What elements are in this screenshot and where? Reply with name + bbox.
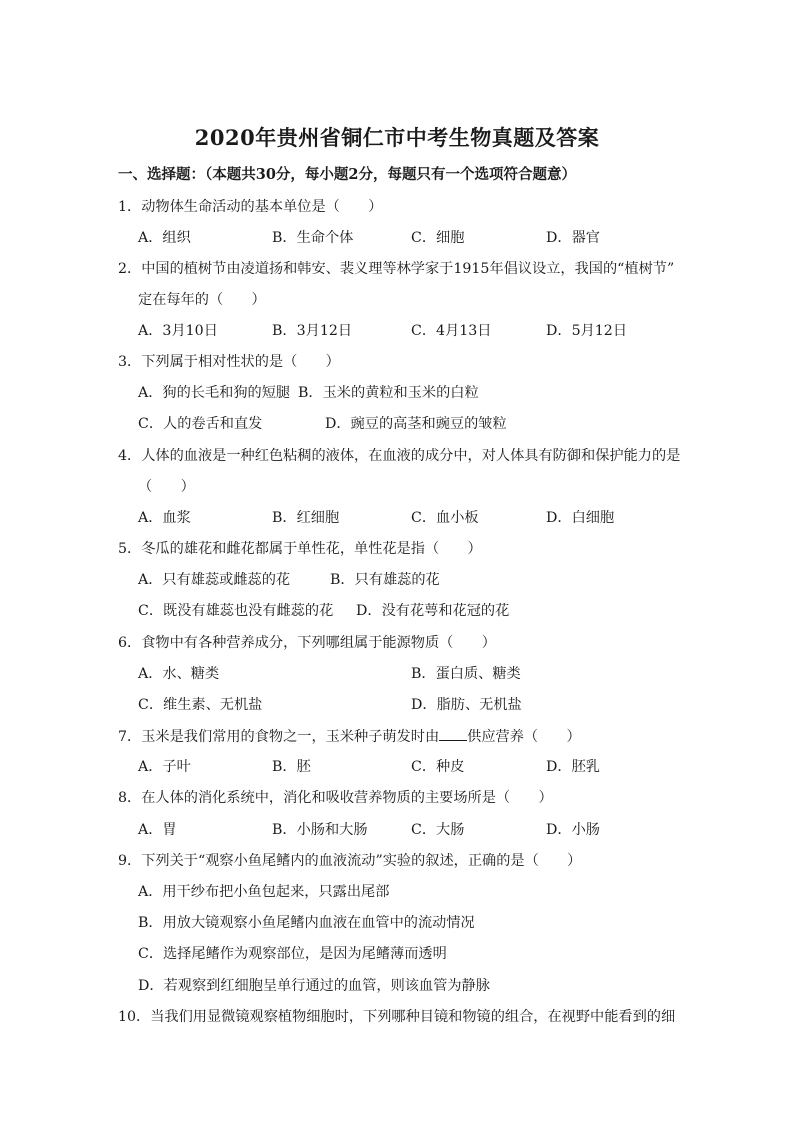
page-title: 2020年贵州省铜仁市中考生物真题及答案 xyxy=(194,125,600,150)
question-6-stem: 6．食物中有各种营养成分，下列哪组属于能源物质（ ） xyxy=(118,635,496,651)
question-7-stem-part-b: 供应营养（ ） xyxy=(467,729,581,745)
question-2-stem: 2．中国的植树节由凌道扬和韩安、裴义理等林学家于1915年倡议设立，我国的“植树节” xyxy=(118,261,675,277)
question-6-option-a: A．水、糖类 xyxy=(138,666,220,682)
question-1-stem: 1．动物体生命活动的基本单位是（ ） xyxy=(118,199,383,215)
section-heading: 一、选择题：（本题共30分，每小题2分，每题只有一个选项符合题意） xyxy=(118,166,577,183)
question-3-stem: 3．下列属于相对性状的是（ ） xyxy=(118,354,340,370)
question-9-option-d: D．若观察到红细胞呈单行通过的血管，则该血管为静脉 xyxy=(138,978,490,994)
question-8-stem: 8．在人体的消化系统中，消化和吸收营养物质的主要场所是（ ） xyxy=(118,790,553,806)
question-6-option-c: C．维生素、无机盐 xyxy=(138,697,263,713)
question-4-option-d: D．白细胞 xyxy=(546,510,615,526)
question-7-option-a: A．子叶 xyxy=(138,759,191,775)
question-5-option-a: A．只有雄蕊或雌蕊的花 xyxy=(138,572,291,588)
question-9-stem: 9．下列关于“观察小鱼尾鳍内的血液流动”实验的叙述，正确的是（ ） xyxy=(118,853,582,869)
question-3-option-d: D．豌豆的高茎和豌豆的皱粒 xyxy=(325,416,507,432)
question-1-option-d: D．器官 xyxy=(546,230,600,246)
question-4-option-a: A．血浆 xyxy=(138,510,191,526)
question-3-option-a: A．狗的长毛和狗的短腿 xyxy=(138,385,291,401)
question-7-option-c: C．种皮 xyxy=(411,759,465,775)
question-8-option-a: A．胃 xyxy=(138,822,177,838)
question-8-option-b: B．小肠和大肠 xyxy=(272,822,368,838)
question-4-stem-cont: （ ） xyxy=(138,479,195,495)
question-5-stem: 5．冬瓜的雄花和雌花都属于单性花，单性花是指（ ） xyxy=(118,541,482,557)
question-4-option-b: B．红细胞 xyxy=(272,510,340,526)
question-1-option-a: A．组织 xyxy=(138,230,191,246)
question-5-option-d: D．没有花萼和花冠的花 xyxy=(356,603,510,619)
question-6-option-b: B．蛋白质、糖类 xyxy=(411,666,521,682)
question-3-option-b: B．玉米的黄粒和玉米的白粒 xyxy=(298,385,479,401)
question-1-option-b: B．生命个体 xyxy=(272,230,354,246)
question-7-stem-part-a: 7．玉米是我们常用的食物之一，玉米种子萌发时由 xyxy=(118,729,440,745)
question-5-option-b: B．只有雄蕊的花 xyxy=(330,572,440,588)
question-7-stem xyxy=(118,726,581,747)
question-2-option-d: D．5月12日 xyxy=(546,323,628,339)
question-9-option-b: B．用放大镜观察小鱼尾鳍内血液在血管中的流动情况 xyxy=(138,915,475,931)
question-9-option-c: C．选择尾鳍作为观察部位，是因为尾鳍薄而透明 xyxy=(138,946,447,962)
question-2-option-a: A．3月10日 xyxy=(138,323,218,339)
question-7-option-d: D．胚乳 xyxy=(546,759,600,775)
question-2-option-c: C．4月13日 xyxy=(411,323,492,339)
question-3-option-c: C．人的卷舌和直发 xyxy=(138,416,263,432)
question-7-option-b: B．胚 xyxy=(272,759,311,775)
question-2-option-b: B．3月12日 xyxy=(272,323,353,339)
question-9-option-a: A．用干纱布把小鱼包起来，只露出尾部 xyxy=(138,884,390,900)
question-1-option-c: C．细胞 xyxy=(411,230,465,246)
question-8-option-c: C．大肠 xyxy=(411,822,465,838)
question-5-option-c: C．既没有雄蕊也没有雌蕊的花 xyxy=(138,603,334,619)
question-2-stem-cont: 定在每年的（ ） xyxy=(138,292,266,308)
question-8-option-d: D．小肠 xyxy=(546,822,600,838)
question-4-option-c: C．血小板 xyxy=(411,510,479,526)
question-4-stem: 4．人体的血液是一种红色粘稠的液体，在血液的成分中，对人体具有防御和保护能力的是 xyxy=(118,448,681,464)
answer-blank xyxy=(439,726,467,741)
question-10-stem: 10．当我们用显微镜观察植物细胞时，下列哪种目镜和物镜的组合，在视野中能看到的细 xyxy=(118,1009,676,1025)
question-6-option-d: D．脂肪、无机盐 xyxy=(411,697,522,713)
